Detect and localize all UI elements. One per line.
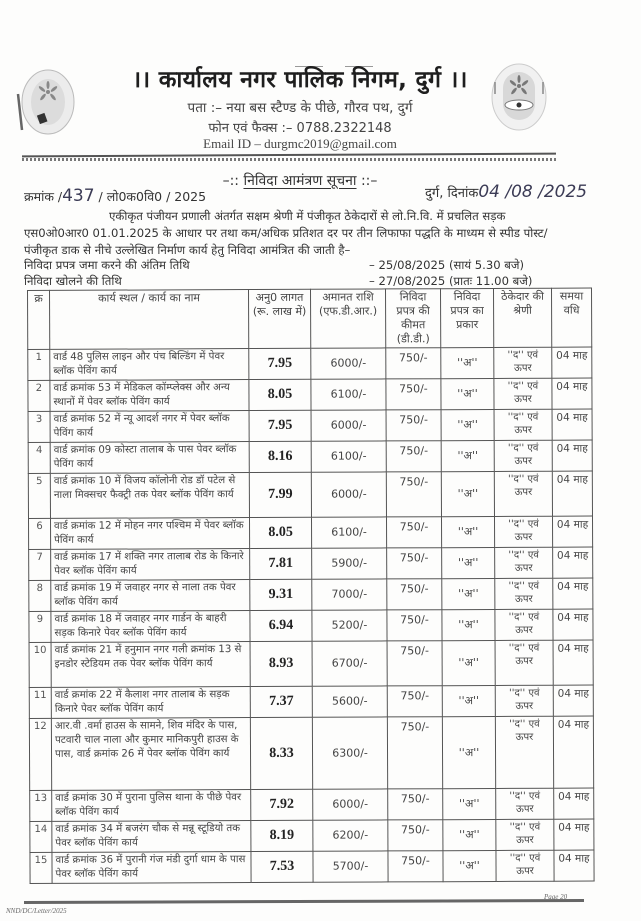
row-estimated-cost: 6.94 — [250, 610, 312, 641]
col-header-contractor-class: ठेकेदार की श्रेणी — [493, 288, 551, 347]
row-form-fee: 750/- — [388, 789, 443, 820]
row-contractor-class: ''द'' एवं ऊपर — [495, 685, 553, 716]
row-work-name: वार्ड क्रमांक 18 में जवाहर नगर गार्डन के बाहरी सड़क किनारे पेवर ब्लॉक पेविंग कार्य — [51, 611, 250, 643]
col-header-form-type: निविदा प्रपत्र का प्रकार — [440, 288, 493, 347]
row-work-name: वार्ड क्रमांक 34 में बजरंग चौक से मन्नू स्टूडियो तक पेवर ब्लॉक पेविंग कार्य — [52, 821, 251, 853]
row-form-fee: 750/- — [388, 851, 443, 882]
row-work-name: वार्ड क्रमांक 30 में पुराना पुलिस थाना के पीछे पेवर ब्लॉक पेविंग कार्य — [52, 790, 251, 822]
row-emd-amount: 5900/- — [312, 548, 387, 579]
row-estimated-cost: 7.37 — [250, 686, 312, 717]
row-serial: 10 — [29, 642, 51, 687]
row-work-name: वार्ड क्रमांक 12 में मोहन नगर पश्चिम में पेवर ब्लॉक पेविंग कार्य — [50, 518, 249, 550]
row-emd-amount: 5200/- — [312, 610, 387, 641]
deadline-value: – 27/08/2025 (प्रातः 11.00 बजे) — [369, 274, 533, 288]
table-row — [29, 716, 593, 790]
row-form-type: ''अ'' — [443, 819, 496, 850]
deadline-value: – 25/08/2025 (सायं 5.30 बजे) — [369, 258, 525, 272]
col-header-form-fee: निविदा प्रपत्र की कीमत (डी.डी.) — [385, 289, 440, 348]
ref-prefix: क्रमांक / — [24, 189, 63, 204]
row-duration: 04 माह — [552, 378, 592, 409]
row-form-type: ''अ'' — [443, 788, 496, 819]
row-serial: 1 — [28, 349, 50, 380]
row-contractor-class: ''द'' एवं ऊपर — [495, 640, 553, 685]
row-work-name: वार्ड क्रमांक 22 में कैलाश नगर तालाब के सड़क किनारे पेवर ब्लॉक पेविंग कार्य — [51, 687, 250, 719]
row-contractor-class: ''द'' एवं ऊपर — [496, 850, 554, 881]
row-contractor-class: ''द'' एवं ऊपर — [495, 609, 553, 640]
row-form-fee: 750/- — [386, 379, 441, 410]
row-contractor-class: ''द'' एवं ऊपर — [494, 471, 552, 516]
row-duration: 04 माह — [554, 788, 594, 819]
row-estimated-cost: 7.92 — [251, 789, 313, 820]
row-emd-amount: 7000/- — [312, 579, 387, 610]
row-form-fee: 750/- — [387, 579, 442, 610]
row-estimated-cost: 7.95 — [249, 348, 311, 379]
row-duration: 04 माह — [553, 609, 593, 640]
row-emd-amount: 6100/- — [311, 441, 386, 472]
row-work-name: वार्ड क्रमांक 36 में पुरानी गंज मंडी दुर्गा धाम के पास पेवर ब्लॉक पेविंग कार्य — [52, 852, 251, 884]
table-row — [29, 640, 593, 687]
col-header-sn: क्र — [28, 290, 50, 349]
row-work-name: वार्ड क्रमांक 53 में मेडिकल कॉम्प्लेक्स और अन्य स्थानों में पेवर ब्लॉक पेविंग कार्य — [50, 380, 249, 412]
row-duration: 04 माह — [554, 850, 594, 881]
row-estimated-cost: 8.93 — [250, 641, 312, 686]
row-estimated-cost: 7.99 — [249, 472, 311, 517]
ref-suffix: / लो0क0वि0 / 2025 — [98, 189, 207, 204]
reference-number — [24, 186, 206, 206]
row-emd-amount: 6000/- — [313, 789, 388, 820]
row-form-type: ''अ'' — [442, 609, 495, 640]
table-row — [30, 788, 594, 821]
row-work-name: वार्ड क्रमांक 52 में न्यू आदर्श नगर में पेवर ब्लॉक पेविंग कार्य — [50, 411, 249, 443]
deadline-label: निविदा प्रपत्र जमा करने की अंतिम तिथि — [24, 258, 190, 272]
table-row — [29, 609, 593, 642]
row-duration: 04 माह — [552, 347, 592, 378]
row-form-fee: 750/- — [387, 548, 442, 579]
row-contractor-class: ''द'' एवं ऊपर — [494, 516, 552, 547]
row-work-name: वार्ड क्रमांक 09 कोस्टा तालाब के पास पेवर ब्लॉक पेविंग कार्य — [50, 442, 249, 474]
row-form-type: ''अ'' — [442, 547, 495, 578]
row-form-type: ''अ'' — [441, 378, 494, 409]
row-serial: 13 — [30, 790, 52, 821]
row-estimated-cost: 8.19 — [251, 820, 313, 851]
row-form-type: ''अ'' — [441, 347, 494, 378]
office-email: Email ID – durgmc2019@gmail.com — [203, 136, 397, 151]
row-form-fee: 750/- — [386, 348, 441, 379]
row-work-name: वार्ड क्रमांक 19 में जवाहर नगर से नाला तक पेवर ब्लॉक पेविंग कार्य — [51, 580, 250, 612]
row-form-type: ''अ'' — [443, 850, 496, 881]
row-form-type: ''अ'' — [441, 471, 494, 516]
row-estimated-cost: 7.53 — [251, 851, 313, 882]
row-estimated-cost: 7.95 — [249, 410, 311, 441]
col-header-work-name: कार्य स्थल / कार्य का नाम — [50, 290, 249, 350]
col-header-emd: अमानत राशि (एफ.डी.आर.) — [310, 289, 385, 348]
table-row — [30, 850, 594, 883]
top-dashes — [295, 52, 425, 54]
row-form-fee: 750/- — [386, 517, 441, 548]
row-duration: 04 माह — [552, 516, 592, 547]
table-row — [28, 516, 592, 549]
row-emd-amount: 6100/- — [311, 379, 386, 410]
row-form-fee: 750/- — [387, 686, 442, 717]
row-duration: 04 माह — [553, 578, 593, 609]
row-serial: 12 — [29, 718, 51, 790]
row-contractor-class: ''द'' एवं ऊपर — [496, 819, 554, 850]
date-prefix: दुर्ग, दिनांक — [425, 186, 479, 201]
row-work-name: वार्ड क्रमांक 17 में शक्ति नगर तालाब रोड के किनारे पेवर ब्लॉक पेविंग कार्य — [51, 549, 250, 581]
table-row — [28, 409, 592, 442]
row-form-type: ''अ'' — [442, 716, 495, 788]
row-work-name: वार्ड क्रमांक 21 में हनुमान नगर गली क्रमांक 13 से इनडोर स्टेडियम तक पेवर ब्लॉक पेविंग कार्य — [51, 642, 250, 688]
table-row — [30, 819, 594, 852]
table-row — [28, 471, 592, 518]
col-header-duration: समया वधि — [551, 288, 591, 347]
seal-logo-left-icon — [12, 64, 80, 142]
row-duration: 04 माह — [552, 409, 592, 440]
row-duration: 04 माह — [552, 440, 592, 471]
table-row — [29, 578, 593, 611]
heading-suffix: ::– — [360, 173, 378, 189]
footer-page-number: Page 20 — [544, 893, 568, 901]
notice-paragraph: एकीकृत पंजीयन प्रणाली अंतर्गत सक्षम श्रेणी में पंजीकृत ठेकेदारों से लो.नि.वि. में प्रचलित सड़क एस0ओ0आर0 01.01.2025 के आधार पर तथा कम/अधिक प्रतिशत दर पर तीन लिफाफा पद्धति के माध्यम से स्पीड पोस्ट/पंजीकृत डाक से नीचे उल्लेखित निर्माण कार्य हेतु निविदा आमंत्रित की जाती है– — [24, 209, 548, 257]
row-emd-amount: 6300/- — [312, 717, 387, 789]
row-serial: 2 — [28, 380, 50, 411]
col-header-estimated-cost: अनु0 लागत (रू. लाख में) — [249, 289, 311, 348]
row-serial: 3 — [28, 411, 50, 442]
row-duration: 04 माह — [553, 716, 593, 788]
row-form-fee: 750/- — [386, 410, 441, 441]
row-emd-amount: 6100/- — [311, 517, 386, 548]
header-rule — [22, 153, 556, 158]
row-form-type: ''अ'' — [442, 578, 495, 609]
table-row — [29, 547, 593, 580]
office-phone: फोन एवं फैक्स :– 0788.2322148 — [208, 121, 392, 136]
row-form-type: ''अ'' — [442, 685, 495, 716]
row-duration: 04 माह — [553, 547, 593, 578]
row-form-fee: 750/- — [386, 472, 441, 517]
footer-rule — [24, 899, 584, 904]
row-emd-amount: 6000/- — [311, 348, 386, 379]
notice-date — [425, 182, 587, 202]
row-contractor-class: ''द'' एवं ऊपर — [496, 788, 554, 819]
row-duration: 04 माह — [554, 819, 594, 850]
row-estimated-cost: 8.05 — [249, 379, 311, 410]
date-handwritten: 04 /08 /2025 — [478, 182, 588, 202]
row-estimated-cost: 9.31 — [250, 579, 312, 610]
row-serial: 8 — [29, 580, 51, 611]
row-form-fee: 750/- — [386, 441, 441, 472]
row-contractor-class: ''द'' एवं ऊपर — [495, 716, 553, 788]
office-title: ।। कार्यालय नगर पालिक निगम, दुर्ग ।। — [132, 67, 468, 93]
row-contractor-class: ''द'' एवं ऊपर — [494, 440, 552, 471]
row-form-fee: 750/- — [387, 610, 442, 641]
row-emd-amount: 6700/- — [312, 641, 387, 686]
row-serial: 9 — [29, 611, 51, 642]
row-estimated-cost: 8.16 — [249, 441, 311, 472]
row-work-name: वार्ड क्रमांक 10 में विजय कॉलोनी रोड डॉ पटेल से नाला मिक्सचर फैक्ट्री तक पेवर ब्लॉक पेविंग कार्य — [50, 473, 249, 519]
row-estimated-cost: 8.05 — [249, 517, 311, 548]
row-duration: 04 माह — [553, 685, 593, 716]
row-serial: 15 — [30, 852, 52, 883]
table-row — [28, 347, 592, 380]
row-contractor-class: ''द'' एवं ऊपर — [495, 547, 553, 578]
row-emd-amount: 6000/- — [311, 472, 386, 517]
footer-letter-code: NND/DC/Letter/2025 — [6, 907, 67, 915]
office-address: पता :– नया बस स्टैण्ड के पीछे, गौरव पथ, दुर्ग — [187, 100, 413, 116]
ref-number-handwritten: 437 — [62, 186, 95, 206]
row-form-type: ''अ'' — [441, 440, 494, 471]
table-row — [28, 378, 592, 411]
row-form-type: ''अ'' — [441, 516, 494, 547]
heading-text: निविदा आमंत्रण सूचना — [243, 173, 357, 189]
row-contractor-class: ''द'' एवं ऊपर — [494, 378, 552, 409]
row-duration: 04 माह — [553, 640, 593, 685]
row-serial: 7 — [29, 549, 51, 580]
row-serial: 4 — [28, 442, 50, 473]
table-row — [28, 440, 592, 473]
row-contractor-class: ''द'' एवं ऊपर — [494, 347, 552, 378]
row-work-name: वार्ड 48 पुलिस लाइन और पंच बिल्डिंग में पेवर ब्लॉक पेविंग कार्य — [50, 349, 249, 381]
table-header-row — [28, 288, 592, 349]
row-contractor-class: ''द'' एवं ऊपर — [494, 409, 552, 440]
row-emd-amount: 6200/- — [313, 820, 388, 851]
row-emd-amount: 5600/- — [312, 686, 387, 717]
row-serial: 14 — [30, 821, 52, 852]
header-dotted-rule — [22, 158, 556, 161]
row-form-type: ''अ'' — [441, 409, 494, 440]
row-estimated-cost: 7.81 — [250, 548, 312, 579]
row-emd-amount: 6000/- — [311, 410, 386, 441]
row-form-fee: 750/- — [387, 641, 442, 686]
heading-prefix: –:: — [222, 173, 240, 189]
row-form-fee: 750/- — [387, 717, 442, 789]
deadline-label: निविदा खोलने की तिथि — [24, 274, 122, 288]
row-serial: 6 — [28, 518, 50, 549]
table-row — [29, 685, 593, 718]
submission-deadline — [24, 258, 544, 273]
row-form-fee: 750/- — [388, 820, 443, 851]
opening-date — [24, 274, 544, 289]
works-table — [27, 288, 595, 884]
row-duration: 04 माह — [552, 471, 592, 516]
row-serial: 11 — [29, 687, 51, 718]
row-form-type: ''अ'' — [442, 640, 495, 685]
row-serial: 5 — [28, 473, 50, 518]
row-emd-amount: 5700/- — [313, 851, 388, 882]
row-work-name: आर.वी .वर्मा हाउस के सामने, शिव मंदिर के पास, पटवारी चाल नाला और कुमार मानिकपुरी हाउस के पास, वार्ड क्रमांक 26 में पेवर ब्लॉक पेविंग कार्य — [51, 718, 250, 791]
row-contractor-class: ''द'' एवं ऊपर — [495, 578, 553, 609]
row-estimated-cost: 8.33 — [250, 717, 312, 789]
